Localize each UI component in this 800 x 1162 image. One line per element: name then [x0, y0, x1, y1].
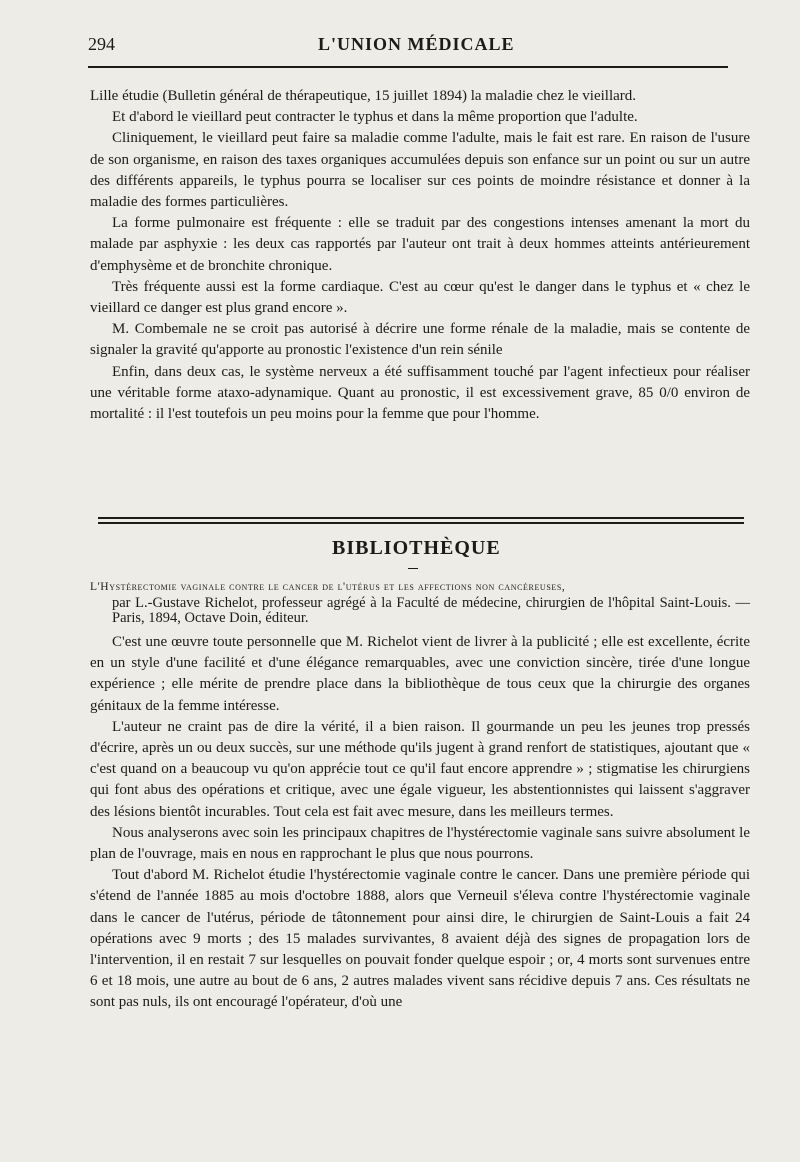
paragraph: Tout d'abord M. Richelot étudie l'hystérectomie vaginale contre le cancer. Dans une première période qui s'étend de l'année 1885 au mois d'octobre 1888, alors que Verneuil s'éleva contre l'hystérectomie vaginale dans le cancer de l'utérus, période de tâtonnement pour ainsi dire, le chirurgien de Saint-Louis a fait 24 opérations avec 9 morts ; des 15 malades survivantes, 8 avaient déjà des signes de propagation lors de l'intervention, il en restait 7 sur lesquelles on pouvait fonder quelque espoir ; or, 4 morts sont survenues entre 6 et 18 mois, une autre au bout de 6 ans, 2 autres malades vivent sans récidive depuis 7 ans. Ces résultats ne sont pas nuls, ils ont encouragé l'opérateur, d'où une	[90, 867, 750, 1011]
book-title: L'Hystérectomie vaginale contre le cancer de l'utérus et les affections non cancéreuses,	[90, 581, 566, 593]
page-header	[88, 30, 748, 70]
title-dash	[408, 568, 418, 569]
book-details: par L.-Gustave Richelot, professeur agrégé à la Faculté de médecine, chirurgien de l'hôpital Saint-Louis. — Paris, 1894, Octave Doin, éditeur.	[112, 594, 750, 626]
paragraph: Cliniquement, le vieillard peut faire sa maladie comme l'adulte, mais le fait est rare. En raison de l'usure de son organisme, en raison des taxes organiques accumulées depuis son enfance sur un point ou sur un autre des différents appareils, le typhus pourra se localiser sur ces points de moindre résistance et donner à la maladie des formes particulières.	[90, 130, 750, 211]
article-end-text	[90, 86, 750, 425]
paragraph: L'auteur ne craint pas de dire la vérité, il a bien raison. Il gourmande un peu les jeunes trop pressés d'écrire, après un ou deux succès, sur une méthode qu'ils jugent à grand renfort de statistiques, ajoutant que « c'est quand on a beaucoup vu qu'on apprécie tout ce qu'il faut encore apprendre » ; stigmatise les chirurgiens qui font abus des opérations et critique, avec une égale vigueur, les abstentionnistes qui laissent s'aggraver des lésions bientôt incurables. Tout cela est fait avec mesure, dans les meilleurs termes.	[90, 718, 750, 820]
review-text	[90, 632, 750, 1014]
page-number: 294	[88, 34, 115, 54]
paragraph: Nous analyserons avec soin les principaux chapitres de l'hystérectomie vaginale sans suivre absolument le plan de l'ouvrage, mais en nous en rapprochant le plus que nous pourrons.	[90, 824, 750, 863]
section-divider-bottom	[98, 522, 744, 524]
paragraph: Enfin, dans deux cas, le système nerveux a été suffisamment touché par l'agent infectieux pour réaliser une véritable forme ataxo-adynamique. Quant au pronostic, il est excessivement grave, 85 0/0 environ de mortalité : il l'est toutefois un peu moins pour la femme que pour l'homme.	[90, 363, 750, 423]
paragraph: C'est une œuvre toute personnelle que M. Richelot vient de livrer à la publicité ; elle est excellente, écrite en un style d'une facilité et d'une élégance remarquables, avec une conviction sincère, tirée d'une longue expérience ; elle mérite de prendre place dans la bibliothèque de tous ceux que la chirurgie des organes génitaux de la femme intéresse.	[90, 634, 750, 714]
paragraph: Et d'abord le vieillard peut contracter le typhus et dans la même proportion que l'adulte.	[112, 109, 638, 126]
paragraph: M. Combemale ne se croit pas autorisé à décrire une forme rénale de la maladie, mais se contente de signaler la gravité qu'apporte au pronostic l'existence d'un rein sénile	[90, 321, 750, 359]
paragraph: Lille étudie (Bulletin général de thérapeutique, 15 juillet 1894) la maladie chez le vieillard.	[90, 88, 637, 104]
header-rule	[88, 66, 728, 68]
paragraph: La forme pulmonaire est fréquente : elle se traduit par des congestions intenses amenant la mort du malade par asphyxie : les deux cas rapportés par l'auteur ont trait à deux hommes atteints antérieurement d'emphysème et de bronchite chronique.	[90, 215, 750, 274]
section-title: BIBLIOTHÈQUE	[332, 537, 501, 559]
book-reference	[90, 580, 750, 627]
paragraph: Très fréquente aussi est la forme cardiaque. C'est au cœur qu'est le danger dans le typhus et « chez le vieillard ce danger est plus grand encore ».	[90, 278, 750, 317]
running-title: L'UNION MÉDICALE	[318, 34, 515, 54]
section-divider-top	[98, 517, 744, 519]
